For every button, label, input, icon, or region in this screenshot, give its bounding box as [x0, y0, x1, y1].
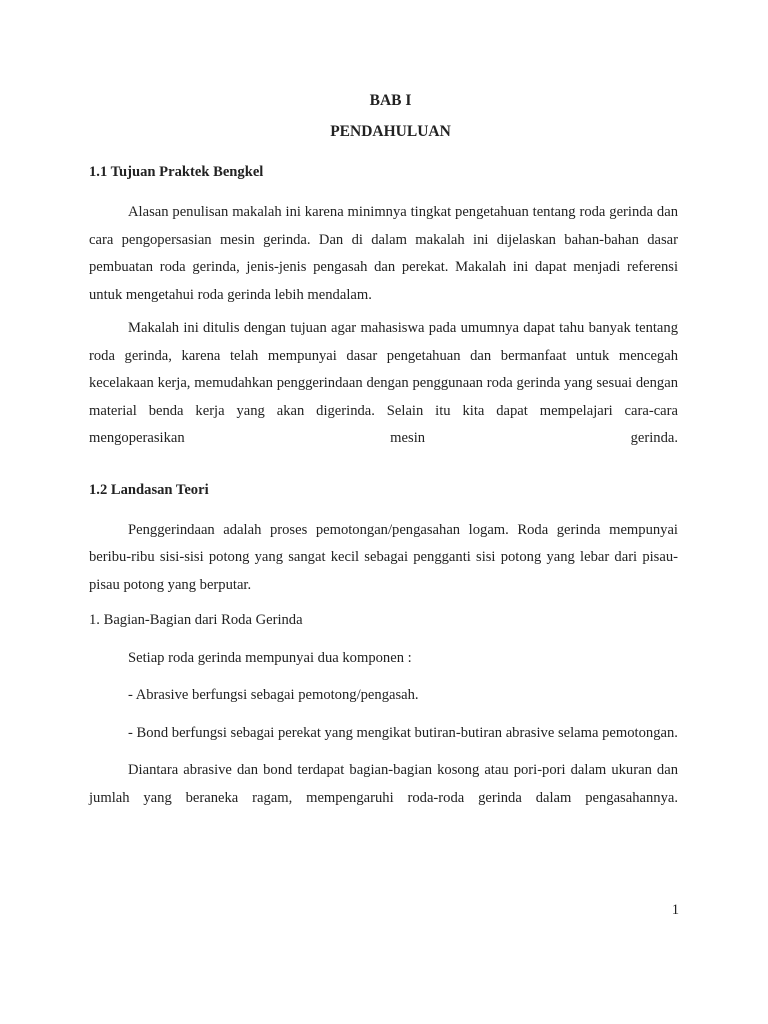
- chapter-title: PENDAHULUAN: [330, 123, 451, 140]
- section-heading-landasan: 1.2 Landasan Teori: [89, 481, 209, 498]
- paragraph-diantara: Diantara abrasive dan bond terdapat bagian-bagian kosong atau pori-pori dalam ukuran dan jumlah yang beraneka ragam, mempengaruhi roda-roda gerinda dalam pengasahannya.: [89, 762, 678, 806]
- component-bond: - Bond berfungsi sebagai perekat yang mengikat butiran-butiran abrasive selama pemotongan.: [128, 724, 678, 741]
- page-content: [89, 91, 678, 812]
- component-abrasive: - Abrasive berfungsi sebagai pemotong/pengasah.: [128, 687, 419, 703]
- paragraph-tujuan: Makalah ini ditulis dengan tujuan agar mahasiswa pada umumnya dapat tahu banyak tentang roda gerinda, karena telah mempunyai dasar pengetahuan dan bermanfaat untuk mencegah kecelakaan kerja, memudahkan penggerindaan dengan penggunaan roda gerinda yang sesuai dengan material benda kerja yang akan digerinda. Selain itu kita dapat mempelajari cara-cara mengoperasikan mesin gerinda.: [89, 320, 678, 446]
- page-number: 1: [671, 902, 679, 918]
- paragraph-alasan: Alasan penulisan makalah ini karena minimnya tingkat pengetahuan tentang roda gerinda dan cara pengopersasian mesin gerinda. Dan di dalam makalah ini dijelaskan bahan-bahan dasar pembuatan roda gerinda, jenis-jenis pengasah dan perekat. Makalah ini dapat menjadi referensi untuk mengetahui roda gerinda lebih mendalam.: [89, 204, 678, 303]
- section-heading-tujuan: 1.1 Tujuan Praktek Bengkel: [89, 164, 264, 180]
- components-intro: Setiap roda gerinda mempunyai dua komponen :: [128, 649, 412, 666]
- paragraph-penggerindaan: Penggerindaan adalah proses pemotongan/pengasahan logam. Roda gerinda mempunyai beribu-ribu sisi-sisi potong yang sangat kecil sebagai pengganti sisi potong yang lebar dari pisau-pisau potong yang berputar.: [89, 521, 678, 593]
- chapter-number: BAB I: [369, 92, 412, 109]
- list-item-bagian: 1. Bagian-Bagian dari Roda Gerinda: [89, 612, 303, 628]
